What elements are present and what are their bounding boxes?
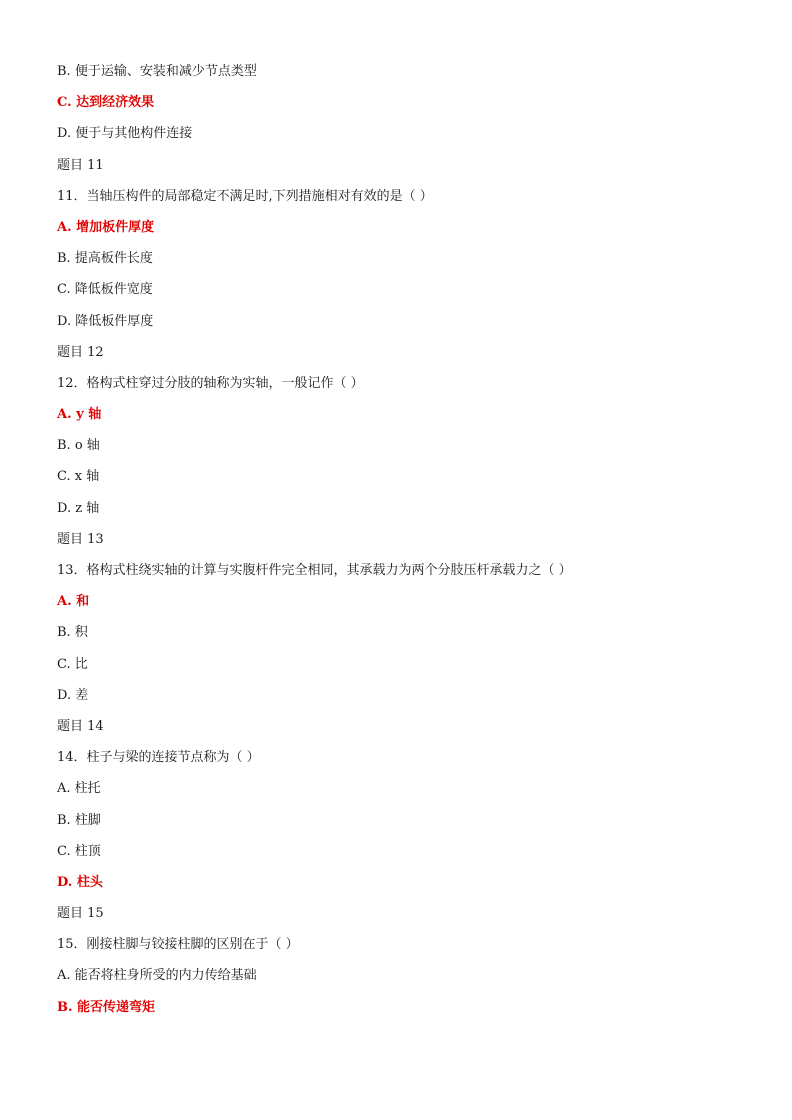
question-heading: 题目 15 (57, 906, 104, 922)
option-b-line: B. 柱脚 (57, 812, 101, 828)
option-a-line: A. y 轴 (57, 407, 102, 423)
option-c-line: C. 达到经济效果 (57, 95, 155, 111)
option-d-line: D. z 轴 (57, 500, 100, 516)
option-b-line: B. 便于运输、安装和减少节点类型 (57, 64, 257, 79)
question-text: 13．格构式柱绕实轴的计算与实腹杆件完全相同，其承载力为两个分肢压杆承载力之（ ） (57, 563, 572, 578)
question-text: 15．刚接柱脚与铰接柱脚的区别在于（ ） (57, 937, 299, 953)
question-heading: 题目 11 (57, 157, 104, 173)
question-heading: 题目 13 (57, 531, 104, 547)
option-b-line: B. 提高板件长度 (57, 251, 153, 267)
question-heading: 题目 12 (57, 344, 104, 360)
option-b-line: B. o 轴 (57, 438, 100, 454)
question-heading: 题目 14 (57, 718, 104, 734)
option-a-line: A. 增加板件厚度 (57, 219, 155, 235)
option-d-line: D. 柱头 (57, 874, 103, 890)
option-d-line: D. 差 (57, 687, 89, 703)
option-a-line: A. 能否将柱身所受的内力传给基础 (57, 968, 257, 984)
option-c-line: C. x 轴 (57, 469, 100, 485)
option-d-line: D. 降低板件厚度 (57, 313, 154, 329)
option-a-line: A. 柱托 (57, 781, 101, 797)
option-c-line: C. 比 (57, 656, 88, 672)
option-c-line: C. 降低板件宽度 (57, 282, 153, 298)
option-c-line: C. 柱顶 (57, 843, 101, 859)
option-b-line: B. 能否传递弯矩 (57, 999, 156, 1015)
option-a-line: A. 和 (57, 594, 90, 610)
document-page (57, 60, 757, 1027)
option-b-line: B. 积 (57, 625, 88, 641)
question-text: 12．格构式柱穿过分肢的轴称为实轴，一般记作（ ） (57, 375, 364, 391)
question-text: 14．柱子与梁的连接节点称为（ ） (57, 750, 260, 766)
option-d-line: D. 便于与其他构件连接 (57, 126, 193, 142)
question-text: 11．当轴压构件的局部稳定不满足时,下列措施相对有效的是（ ） (57, 188, 433, 204)
